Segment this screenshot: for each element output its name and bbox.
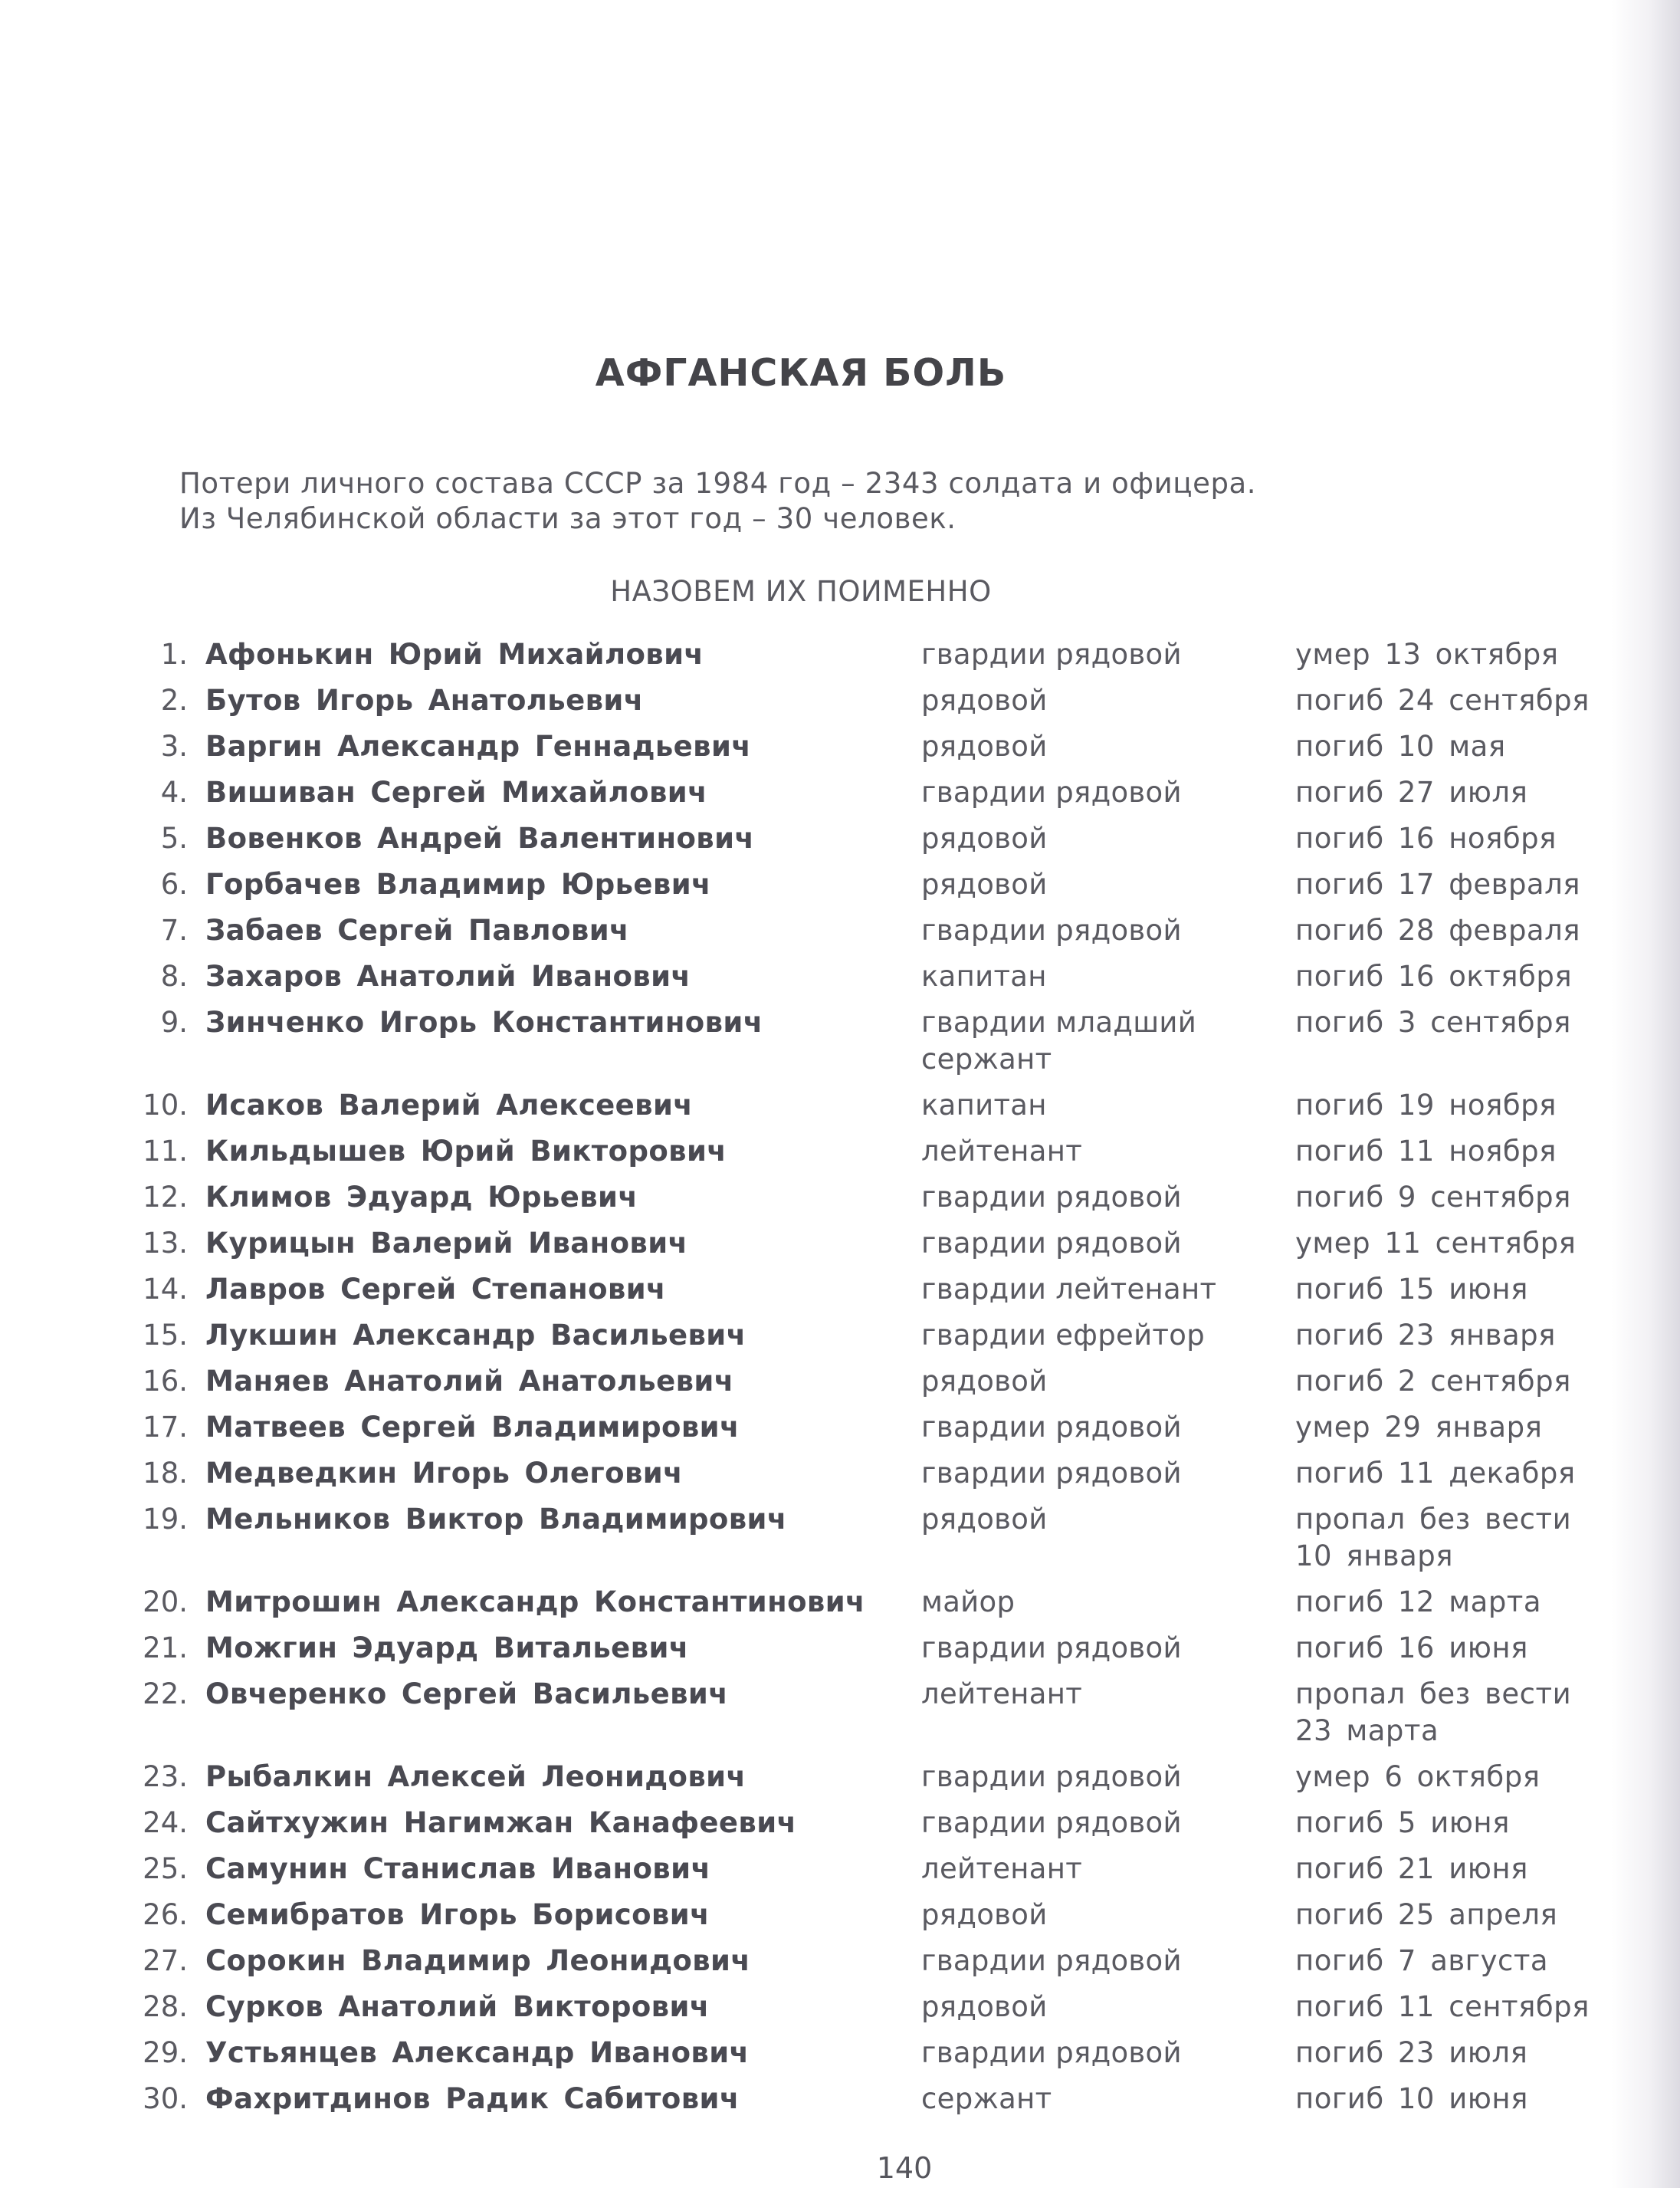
military-rank: рядовой xyxy=(921,1990,1048,2023)
fate-date: умер 6 октября xyxy=(1295,1760,1541,1793)
soldier-name: Курицын Валерий Иванович xyxy=(205,1227,688,1260)
roster-row xyxy=(0,866,1648,912)
roster-number: 24. xyxy=(143,1806,188,1839)
soldier-name: Исаков Валерий Алексеевич xyxy=(205,1089,694,1122)
roster-number: 10. xyxy=(143,1089,188,1122)
fate-date: погиб 27 июля xyxy=(1295,776,1528,809)
roster-number: 30. xyxy=(143,2082,188,2115)
soldier-name: Лукшин Александр Васильевич xyxy=(205,1319,746,1352)
military-rank: майор xyxy=(921,1585,1016,1618)
fate-date: погиб 23 июля xyxy=(1295,2036,1528,2069)
roster-row xyxy=(0,1989,1648,2035)
military-rank: сержант xyxy=(921,2082,1052,2115)
fate-date: погиб 2 сентября xyxy=(1295,1365,1571,1398)
fate-date: погиб 25 апреля xyxy=(1295,1898,1558,1931)
roster-row xyxy=(0,1584,1648,1630)
fate-date: пропал без вести 23 марта xyxy=(1295,1677,1572,1747)
section-subheading: НАЗОВЕМ ИХ ПОИМЕННО xyxy=(610,575,992,608)
fate-date: пропал без вести 10 января xyxy=(1295,1503,1572,1572)
roster-number: 13. xyxy=(143,1227,188,1260)
soldier-name: Можгин Эдуард Витальевич xyxy=(205,1631,689,1664)
roster-row xyxy=(0,912,1648,958)
military-rank: гвардии рядовой xyxy=(921,1457,1182,1490)
military-rank: рядовой xyxy=(921,684,1048,717)
roster-number: 27. xyxy=(143,1944,188,1977)
soldier-name: Устьянцев Александр Иванович xyxy=(205,2036,750,2069)
military-rank: рядовой xyxy=(921,1365,1048,1398)
military-rank: гвардии рядовой xyxy=(921,638,1182,671)
roster-number: 22. xyxy=(143,1677,188,1710)
fate-date: погиб 16 октября xyxy=(1295,960,1573,993)
roster-number: 1. xyxy=(160,638,188,671)
soldier-name: Климов Эдуард Юрьевич xyxy=(205,1181,638,1214)
fate-date: погиб 24 сентября xyxy=(1295,684,1590,717)
soldier-name: Вишиван Сергей Михайлович xyxy=(205,776,707,809)
roster-row xyxy=(0,2035,1648,2081)
fate-date: погиб 5 июня xyxy=(1295,1806,1510,1839)
roster-row xyxy=(0,1004,1648,1087)
soldier-name: Кильдышев Юрий Викторович xyxy=(205,1135,727,1168)
soldier-name: Лавров Сергей Степанович xyxy=(205,1273,666,1306)
roster-number: 16. xyxy=(143,1365,188,1398)
military-rank: лейтенант xyxy=(921,1135,1083,1168)
fate-date: погиб 19 ноября xyxy=(1295,1089,1557,1122)
soldier-name: Семибратов Игорь Борисович xyxy=(205,1898,710,1931)
fate-date: погиб 10 июня xyxy=(1295,2082,1528,2115)
roster-row xyxy=(0,2081,1648,2127)
military-rank: гвардии рядовой xyxy=(921,1411,1182,1444)
fate-date: умер 29 января xyxy=(1295,1411,1543,1444)
roster-number: 4. xyxy=(160,776,188,809)
roster-row xyxy=(0,1676,1648,1759)
soldier-name: Овчеренко Сергей Васильевич xyxy=(205,1677,729,1710)
roster-row xyxy=(0,820,1648,866)
military-rank: гвардии рядовой xyxy=(921,776,1182,809)
roster-number: 26. xyxy=(143,1898,188,1931)
roster-number: 8. xyxy=(160,960,188,993)
military-rank: рядовой xyxy=(921,1503,1048,1536)
soldier-name: Сорокин Владимир Леонидович xyxy=(205,1944,751,1977)
roster-number: 6. xyxy=(160,868,188,901)
roster-row xyxy=(0,682,1648,728)
roster-row xyxy=(0,1630,1648,1676)
page-number: 140 xyxy=(876,2151,933,2185)
soldier-name: Горбачев Владимир Юрьевич xyxy=(205,868,711,901)
soldier-name: Забаев Сергей Павлович xyxy=(205,914,629,947)
fate-date: погиб 11 ноября xyxy=(1295,1135,1557,1168)
roster-row xyxy=(0,1179,1648,1225)
fate-date: погиб 12 марта xyxy=(1295,1585,1542,1618)
fate-date: погиб 10 мая xyxy=(1295,730,1506,763)
roster-row xyxy=(0,1455,1648,1501)
fate-date: умер 13 октября xyxy=(1295,638,1559,671)
roster-row xyxy=(0,1943,1648,1989)
soldier-name: Захаров Анатолий Иванович xyxy=(205,960,691,993)
roster-number: 15. xyxy=(143,1319,188,1352)
roster-row xyxy=(0,1271,1648,1317)
fate-date: погиб 16 ноября xyxy=(1295,822,1557,855)
soldier-name: Мельников Виктор Владимирович xyxy=(205,1503,787,1536)
roster-number: 14. xyxy=(143,1273,188,1306)
roster-row xyxy=(0,1897,1648,1943)
roster-row xyxy=(0,636,1648,682)
military-rank: гвардии рядовой xyxy=(921,2036,1182,2069)
soldier-name: Матвеев Сергей Владимирович xyxy=(205,1411,740,1444)
roster-row xyxy=(0,1409,1648,1455)
military-rank: лейтенант xyxy=(921,1677,1083,1710)
military-rank: рядовой xyxy=(921,730,1048,763)
military-rank: рядовой xyxy=(921,822,1048,855)
soldier-name: Сайтхужин Нагимжан Канафеевич xyxy=(205,1806,797,1839)
roster-number: 12. xyxy=(143,1181,188,1214)
intro-line-ussr-losses: Потери личного состава СССР за 1984 год – 2343 солдата и офицера. xyxy=(179,467,1257,500)
soldier-name: Варгин Александр Геннадьевич xyxy=(205,730,752,763)
military-rank: гвардии ефрейтор xyxy=(921,1319,1206,1352)
roster-number: 17. xyxy=(143,1411,188,1444)
fate-date: погиб 23 января xyxy=(1295,1319,1556,1352)
fate-date: погиб 21 июня xyxy=(1295,1852,1528,1885)
intro-line-chelyabinsk-losses: Из Челябинской области за этот год – 30 человек. xyxy=(179,502,956,535)
roster-row xyxy=(0,958,1648,1004)
soldier-name: Вовенков Андрей Валентинович xyxy=(205,822,755,855)
fate-date: погиб 11 сентября xyxy=(1295,1990,1590,2023)
roster-number: 5. xyxy=(160,822,188,855)
roster-row xyxy=(0,1501,1648,1584)
roster-row xyxy=(0,1317,1648,1363)
soldier-name: Сурков Анатолий Викторович xyxy=(205,1990,710,2023)
roster-number: 7. xyxy=(160,914,188,947)
roster-number: 18. xyxy=(143,1457,188,1490)
roster-row xyxy=(0,1851,1648,1897)
military-rank: капитан xyxy=(921,1089,1047,1122)
roster-number: 3. xyxy=(160,730,188,763)
roster-number: 23. xyxy=(143,1760,188,1793)
soldier-name: Афонькин Юрий Михайлович xyxy=(205,638,704,671)
roster-number: 25. xyxy=(143,1852,188,1885)
soldier-name: Зинченко Игорь Константинович xyxy=(205,1006,763,1039)
soldier-name: Митрошин Александр Константинович xyxy=(205,1585,865,1618)
fate-date: погиб 15 июня xyxy=(1295,1273,1528,1306)
roster-row xyxy=(0,728,1648,774)
military-rank: гвардии рядовой xyxy=(921,1631,1182,1664)
military-rank: гвардии младший сержант xyxy=(921,1006,1197,1076)
soldier-name: Медведкин Игорь Олегович xyxy=(205,1457,683,1490)
fate-date: погиб 17 февраля xyxy=(1295,868,1581,901)
military-rank: гвардии рядовой xyxy=(921,1227,1182,1260)
casualty-roster xyxy=(0,636,1648,2127)
roster-number: 21. xyxy=(143,1631,188,1664)
military-rank: гвардии рядовой xyxy=(921,1806,1182,1839)
soldier-name: Бутов Игорь Анатольевич xyxy=(205,684,644,717)
roster-row xyxy=(0,1133,1648,1179)
roster-row xyxy=(0,774,1648,820)
page-title: АФГАНСКАЯ БОЛЬ xyxy=(595,351,1007,395)
military-rank: рядовой xyxy=(921,1898,1048,1931)
roster-number: 19. xyxy=(143,1503,188,1536)
roster-number: 11. xyxy=(143,1135,188,1168)
roster-number: 29. xyxy=(143,2036,188,2069)
military-rank: гвардии лейтенант xyxy=(921,1273,1217,1306)
roster-row xyxy=(0,1087,1648,1133)
fate-date: погиб 3 сентября xyxy=(1295,1006,1571,1039)
roster-row xyxy=(0,1225,1648,1271)
soldier-name: Фахритдинов Радик Сабитович xyxy=(205,2082,740,2115)
military-rank: гвардии рядовой xyxy=(921,1760,1182,1793)
intro-paragraph xyxy=(179,466,1256,537)
fate-date: погиб 9 сентября xyxy=(1295,1181,1571,1214)
fate-date: погиб 28 февраля xyxy=(1295,914,1581,947)
fate-date: умер 11 сентября xyxy=(1295,1227,1577,1260)
roster-number: 28. xyxy=(143,1990,188,2023)
roster-row xyxy=(0,1805,1648,1851)
soldier-name: Самунин Станислав Иванович xyxy=(205,1852,711,1885)
military-rank: капитан xyxy=(921,960,1047,993)
fate-date: погиб 16 июня xyxy=(1295,1631,1528,1664)
roster-row xyxy=(0,1759,1648,1805)
fate-date: погиб 11 декабря xyxy=(1295,1457,1576,1490)
soldier-name: Рыбалкин Алексей Леонидович xyxy=(205,1760,746,1793)
soldier-name: Маняев Анатолий Анатольевич xyxy=(205,1365,734,1398)
military-rank: гвардии рядовой xyxy=(921,1181,1182,1214)
roster-number: 2. xyxy=(160,684,188,717)
military-rank: гвардии рядовой xyxy=(921,1944,1182,1977)
roster-number: 9. xyxy=(160,1006,188,1039)
roster-row xyxy=(0,1363,1648,1409)
military-rank: лейтенант xyxy=(921,1852,1083,1885)
fate-date: погиб 7 августа xyxy=(1295,1944,1549,1977)
roster-number: 20. xyxy=(143,1585,188,1618)
military-rank: рядовой xyxy=(921,868,1048,901)
military-rank: гвардии рядовой xyxy=(921,914,1182,947)
